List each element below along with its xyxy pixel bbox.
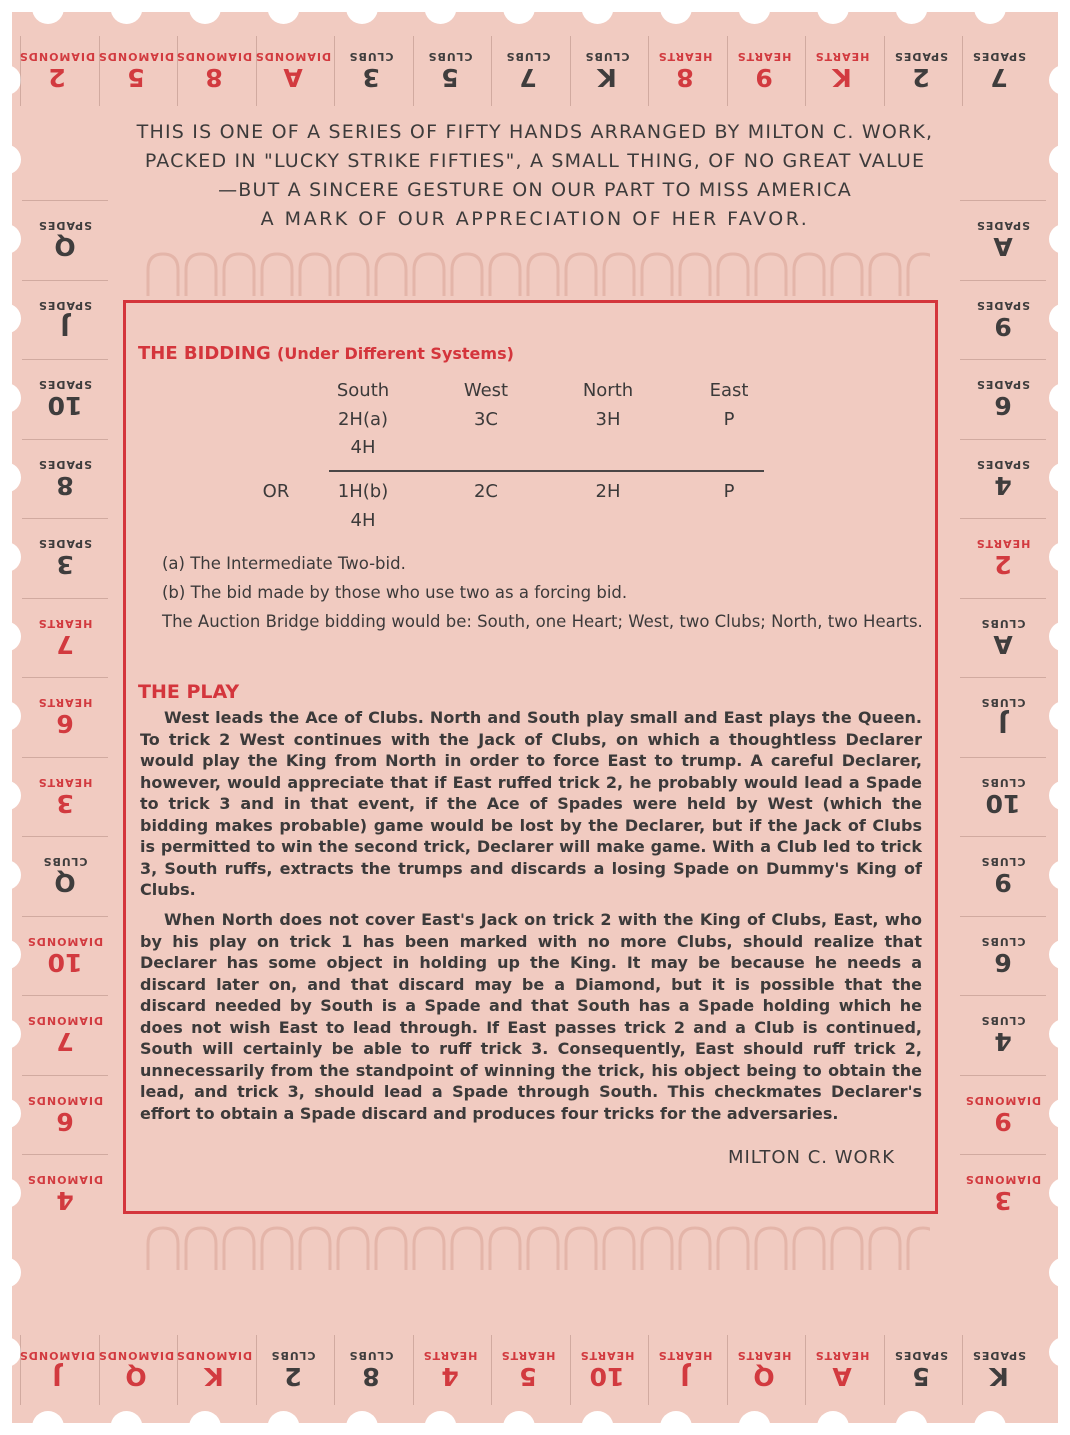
card-tab <box>22 359 108 438</box>
card-suit: DIAMONDS <box>97 50 174 63</box>
card-rank: 9 <box>994 311 1012 341</box>
card-tab <box>960 995 1046 1074</box>
card-rank: 4 <box>440 1362 459 1391</box>
card-suit: HEARTS <box>736 50 791 63</box>
card-rank: 2 <box>911 63 930 92</box>
card-tab <box>22 598 108 677</box>
card-suit: DIAMONDS <box>26 1173 104 1186</box>
bid-row1-east: P <box>723 409 735 430</box>
bidding-divider <box>329 470 764 472</box>
card-suit: CLUBS <box>980 1014 1026 1027</box>
card-rank: 8 <box>205 63 223 92</box>
play-title: THE PLAY <box>138 681 240 703</box>
card-tab <box>99 1335 172 1405</box>
card-rank: 5 <box>519 1362 537 1391</box>
card-rank: 10 <box>47 391 83 420</box>
card-rank: 7 <box>56 629 74 659</box>
card-rank: K <box>832 63 852 92</box>
card-suit: HEARTS <box>657 1349 713 1362</box>
bid-header-south: South <box>336 380 390 401</box>
card-tab <box>22 677 108 756</box>
card-tab <box>22 836 108 915</box>
card-tab <box>22 1154 108 1233</box>
card-suit: HEARTS <box>657 50 713 63</box>
card-suit: HEARTS <box>814 1349 870 1362</box>
card-suit: CLUBS <box>980 696 1026 709</box>
bid-header-north: North <box>582 380 634 401</box>
card-tab <box>648 1335 721 1405</box>
card-rank: A <box>282 63 303 92</box>
card-rank: J <box>680 1362 690 1391</box>
card-rank: J <box>60 311 70 341</box>
card-suit: SPADES <box>37 219 93 232</box>
content-panel <box>123 300 938 1214</box>
card-suit: HEARTS <box>37 775 93 789</box>
card-rank: 8 <box>676 63 694 92</box>
card-rank: 5 <box>911 1362 930 1391</box>
bid-row2-south-2: 4H <box>350 510 376 531</box>
bidding-subtitle: (Under Different Systems) <box>277 344 514 363</box>
card-tab <box>805 36 878 106</box>
card-suit: CLUBS <box>348 1349 394 1362</box>
card-rank: 2 <box>283 1362 302 1391</box>
card-suit: CLUBS <box>270 1349 315 1362</box>
bid-row1-north: 3H <box>595 409 621 430</box>
card-tab <box>962 36 1035 106</box>
card-rank: 3 <box>994 1186 1012 1215</box>
card-rank: A <box>993 232 1013 261</box>
card-suit: CLUBS <box>584 50 629 63</box>
card-tab <box>334 36 407 106</box>
card-suit: SPADES <box>975 298 1031 312</box>
card-suit: SPADES <box>37 457 93 471</box>
card-tab <box>22 280 108 359</box>
card-suit: DIAMONDS <box>18 50 96 63</box>
card-suit: CLUBS <box>980 855 1026 868</box>
card-suit: CLUBS <box>42 855 88 868</box>
card-tab <box>22 439 108 518</box>
card-rank: A <box>832 1362 852 1391</box>
card-tab <box>960 757 1046 836</box>
card-tab <box>570 1335 643 1405</box>
header-line-2: PACKED IN "LUCKY STRIKE FIFTIES", A SMALL THING, OF NO GREAT VALUE <box>144 150 926 172</box>
card-rank: K <box>204 1362 224 1391</box>
card-rank: 3 <box>56 788 74 818</box>
card-tab <box>175 36 253 106</box>
card-tab <box>18 36 96 106</box>
card-suit: DIAMONDS <box>964 1093 1042 1107</box>
card-tab <box>22 995 108 1074</box>
card-rank: 7 <box>990 63 1008 92</box>
card-rank: 3 <box>56 550 74 579</box>
card-rank: 4 <box>56 1186 74 1215</box>
auction-note: The Auction Bridge bidding would be: South, one Heart; West, two Clubs; North, two Hearts. <box>162 612 923 631</box>
card-rank: A <box>993 629 1013 659</box>
bottom-arch-emboss <box>140 1222 930 1272</box>
card-tab <box>960 598 1046 677</box>
header-line-4: A MARK OF OUR APPRECIATION OF HER FAVOR. <box>260 208 810 230</box>
card-tab <box>805 1335 878 1405</box>
bid-row2-south: 1H(b) <box>337 481 389 502</box>
header-line-1: THIS IS ONE OF A SERIES OF FIFTY HANDS ARRANGED BY MILTON C. WORK, <box>136 121 934 143</box>
top-arch-emboss <box>140 248 930 298</box>
card-suit: SPADES <box>37 537 93 550</box>
card-tab <box>960 359 1046 438</box>
card-tab <box>648 36 721 106</box>
card-rank: K <box>989 1362 1009 1391</box>
card-rank: J <box>998 709 1008 738</box>
card-tab <box>962 1335 1035 1405</box>
card-suit: CLUBS <box>505 50 551 63</box>
card-rank: 9 <box>754 63 773 92</box>
card-tab <box>22 200 108 279</box>
card-rank: 7 <box>56 1027 74 1056</box>
bidding-title-text: THE BIDDING <box>138 343 271 364</box>
bid-row1-west: 3C <box>473 409 499 430</box>
card-rank: 2 <box>994 550 1012 579</box>
card-rank: Q <box>124 1362 147 1391</box>
card-suit: HEARTS <box>422 1349 477 1362</box>
card-rank: 3 <box>362 63 380 92</box>
card-tab <box>413 1335 486 1405</box>
card-tab <box>960 677 1046 756</box>
card-rank: 9 <box>994 868 1012 897</box>
card-tab <box>413 36 486 106</box>
card-suit: HEARTS <box>814 50 870 63</box>
card-rank: J <box>52 1362 62 1391</box>
card-tab <box>491 36 564 106</box>
card-suit: CLUBS <box>980 616 1026 630</box>
card-rank: 2 <box>48 63 66 92</box>
card-rank: 6 <box>56 1106 74 1136</box>
card-rank: 4 <box>994 470 1012 500</box>
card-rank: Q <box>752 1362 775 1391</box>
card-tab <box>960 1075 1046 1154</box>
card-suit: DIAMONDS <box>175 50 253 63</box>
card-tab <box>960 836 1046 915</box>
card-tab <box>960 916 1046 995</box>
card-tab <box>727 36 800 106</box>
bid-row2-east: P <box>723 481 735 502</box>
card-suit: CLUBS <box>427 50 472 63</box>
card-rank: Q <box>54 232 76 261</box>
card-tab <box>727 1335 800 1405</box>
card-suit: SPADES <box>971 1349 1027 1362</box>
card-rank: 6 <box>994 391 1012 420</box>
card-suit: SPADES <box>893 1349 948 1362</box>
bid-header-west: West <box>463 380 509 401</box>
bid-row1-south: 2H(a) <box>337 409 389 430</box>
card-suit: DIAMONDS <box>175 1349 253 1362</box>
card-suit: HEARTS <box>37 696 93 709</box>
card-tab <box>960 439 1046 518</box>
card-tab <box>491 1335 564 1405</box>
card-tab <box>256 36 329 106</box>
card-rank: 9 <box>994 1106 1012 1136</box>
card-rank: 8 <box>362 1362 380 1391</box>
card-tab <box>18 1335 96 1405</box>
card-suit: DIAMONDS <box>18 1349 96 1362</box>
card-suit: DIAMONDS <box>26 934 104 948</box>
card-suit: SPADES <box>971 50 1027 63</box>
note-b: (b) The bid made by those who use two as a forcing bid. <box>162 583 628 602</box>
card-suit: CLUBS <box>980 934 1026 948</box>
card-tab <box>334 1335 407 1405</box>
card-suit: DIAMONDS <box>254 50 331 63</box>
card-suit: DIAMONDS <box>964 1173 1042 1186</box>
card-tab <box>960 280 1046 359</box>
card-suit: HEARTS <box>736 1349 791 1362</box>
card-tab <box>256 1335 329 1405</box>
card-rank: 4 <box>994 1027 1012 1056</box>
card-suit: SPADES <box>37 298 93 312</box>
bid-row2-west: 2C <box>473 481 499 502</box>
bid-row2-north: 2H <box>595 481 621 502</box>
card-tab <box>22 757 108 836</box>
card-tab <box>570 36 643 106</box>
play-paragraph-1: West leads the Ace of Clubs. North and South play small and East plays the Queen. To trick 2 West continues with the Jack of Clubs, on which a thoughtless Declarer would play the King from North in order to force East to trump. A careful Declarer, however, would appreciate that if East ruffed trick 2, he probably would lead a Spade to trick 3 and in that event, if the Ace of Spades were held by West (which the bidding makes probable) game would be lost by the Declarer, but if the Jack of Clubs is permitted to win the second trick, Declarer will make game. With a Club led to trick 3, South ruffs, extracts the trumps and discards a losing Spade on Dummy's King of Clubs. <box>140 708 922 899</box>
card-suit: SPADES <box>37 378 93 391</box>
card-rank: 10 <box>985 788 1021 818</box>
card-suit: DIAMONDS <box>26 1014 104 1027</box>
header-line-3: —BUT A SINCERE GESTURE ON OUR PART TO MISS AMERICA <box>218 179 852 201</box>
card-suit: HEARTS <box>37 616 93 630</box>
card-tab <box>960 518 1046 597</box>
card-rank: 10 <box>589 1362 624 1391</box>
card-tab <box>22 916 108 995</box>
card-tab <box>884 36 957 106</box>
card-rank: K <box>596 63 617 92</box>
card-suit: CLUBS <box>980 775 1026 789</box>
card-rank: 5 <box>440 63 459 92</box>
note-a: (a) The Intermediate Two-bid. <box>162 554 406 573</box>
card-rank: Q <box>54 868 76 897</box>
card-rank: 5 <box>126 63 145 92</box>
card-suit: SPADES <box>975 219 1031 232</box>
bid-or-label: OR <box>262 481 290 502</box>
signature: MILTON C. WORK <box>727 1147 895 1168</box>
card-tab <box>99 36 172 106</box>
bidding-title <box>138 343 514 364</box>
header-text <box>30 118 1040 234</box>
card-rank: 8 <box>56 470 74 500</box>
card-suit: HEARTS <box>500 1349 556 1362</box>
card-suit: CLUBS <box>348 50 394 63</box>
card-rank: 6 <box>994 947 1012 977</box>
card-suit: HEARTS <box>579 1349 634 1362</box>
card-tab <box>22 1075 108 1154</box>
card-suit: SPADES <box>975 378 1031 391</box>
card-rank: 6 <box>56 709 74 738</box>
card-tab <box>960 200 1046 279</box>
card-tab <box>884 1335 957 1405</box>
card-suit: HEARTS <box>975 537 1031 550</box>
card-suit: SPADES <box>975 457 1031 471</box>
card-tab <box>175 1335 253 1405</box>
play-paragraph-2: When North does not cover East's Jack on trick 2 with the King of Clubs, East, who by his play on trick 1 has been marked with no more Clubs, should realize that Declarer has some object in holding up the King. It may be because he needs a discard later on, and that discard may be a Diamond, but it is possible that the discard needed by South is a Spade and that South has a Spade holding which he does not wish East to lead through. If East passes trick 2 and a Club is continued, South will certainly be able to ruff trick 3. Consequently, East should ruff trick 2, unnecessarily from the standpoint of winning the trick, his object being to obtain the lead, and trick 3, should lead a Spade through South. This checkmates Declarer's effort to obtain a Spade discard and produces four tricks for the adversaries. <box>140 910 922 1123</box>
card-suit: DIAMONDS <box>97 1349 174 1362</box>
card-suit: SPADES <box>893 50 948 63</box>
card-rank: 7 <box>519 63 537 92</box>
bid-header-east: East <box>709 380 749 401</box>
card-tab <box>960 1154 1046 1233</box>
bid-row1-south-2: 4H <box>350 437 376 458</box>
card-tab <box>22 518 108 597</box>
card-rank: 10 <box>47 947 83 977</box>
card-suit: DIAMONDS <box>26 1093 104 1107</box>
